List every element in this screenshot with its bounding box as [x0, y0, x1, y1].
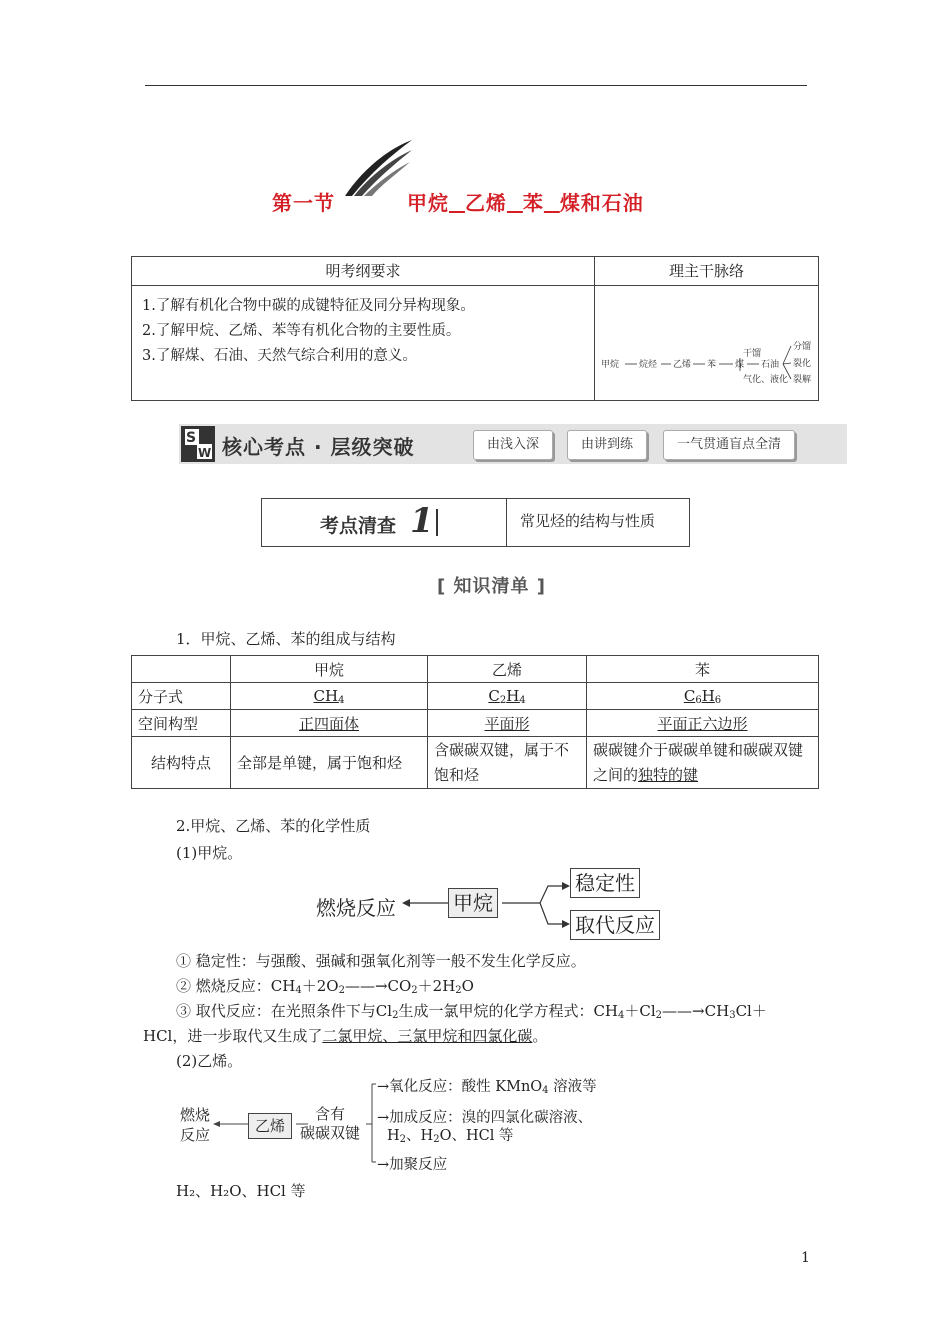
row-label-features: 结构特点 [132, 737, 231, 789]
shape-benzene: 平面正六边形 [657, 714, 748, 733]
diag-combustion: 燃烧反应 [316, 896, 396, 920]
svg-text:W: W [198, 446, 212, 460]
diag2-double-bond: 含有 碳碳双键 [300, 1105, 361, 1142]
requirement-1: 1.了解有机化合物中碳的成键特征及同分异构现象。 [142, 298, 475, 314]
feature-benzene: 碳碳键介于碳碳单键和碳碳双键之间的独特的键 [587, 737, 819, 789]
outline-table [131, 256, 819, 401]
methane-stability-text: ① 稳定性：与强酸、强碱和强氧化剂等一般不发生化学反应。 [176, 952, 586, 970]
header-rule [145, 85, 807, 86]
row-label-shape: 空间构型 [132, 710, 231, 737]
diag2-ethylene: 乙烯 [248, 1113, 292, 1139]
requirement-3: 3.了解煤、石油、天然气综合利用的意义。 [142, 348, 417, 364]
methane-subheading: (1)甲烷。 [176, 844, 243, 862]
map-node: 苯 [707, 360, 717, 370]
methane-substitution-cont: HCl，进一步取代又生成了二氯甲烷、三氯甲烷和四氯化碳。 [143, 1027, 548, 1045]
map-node: 气化、液化 [743, 375, 789, 385]
formula-methane: $CH_4$ [313, 686, 345, 706]
feature-methane: 全部是单键，属于饱和烃 [231, 737, 428, 789]
requirements-cell [132, 286, 595, 401]
section1-heading: 1．甲烷、乙烯、苯的组成与结构 [176, 630, 396, 648]
structure-table [131, 655, 819, 789]
page-title: 第一节 甲烷 乙烯 苯 煤和石油 [272, 191, 644, 215]
map-node: 干馏 [743, 349, 762, 359]
kaodian-topic: 常见烃的结构与性质 [520, 512, 656, 530]
col-ethylene: 乙烯 [428, 656, 587, 683]
diag2-oxidation: →氧化反应：酸性 KMnO$_4$ 溶液等 [377, 1079, 597, 1096]
btn-shallow-to-deep[interactable]: 由浅入深 [473, 430, 553, 460]
map-node: 分馏 [793, 342, 812, 352]
diag-methane: 甲烷 [448, 888, 498, 918]
btn-clear-blindspots[interactable]: 一气贯通盲点全清 [663, 430, 795, 460]
formula-benzene: $C_6H_6$ [683, 686, 722, 706]
btn-lecture-to-practice[interactable]: 由讲到练 [567, 430, 647, 460]
diag-substitution: 取代反应 [570, 910, 660, 940]
kaodian-label: 考点清查 [320, 515, 397, 537]
diag2-addition: →加成反应：溴的四氯化碳溶液、 [377, 1110, 593, 1126]
banner-title: 核心考点 · 层级突破 [222, 435, 415, 459]
knowledge-list-heading: [ 知识清单 ] [437, 576, 546, 597]
col-benzene: 苯 [587, 656, 819, 683]
feature-ethylene: 含碳碳双键，属于不饱和烃 [428, 737, 587, 789]
map-node: 裂解 [793, 375, 812, 385]
requirement-2: 2.了解甲烷、乙烯、苯等有机化合物的主要性质。 [142, 323, 461, 339]
kaodian-number: 1 [410, 501, 434, 541]
map-node: 乙烯 [673, 360, 692, 370]
map-node: 石油 [761, 360, 780, 370]
shape-methane: 正四面体 [298, 714, 359, 733]
kaodian-box [261, 498, 690, 547]
map-node: 裂化 [793, 359, 812, 369]
shape-ethylene: 平面形 [484, 714, 530, 733]
ethylene-reagents-line: H₂、H₂O、HCl 等 [176, 1182, 306, 1200]
formula-ethylene: $C_2H_4$ [488, 686, 526, 706]
col-methane: 甲烷 [231, 656, 428, 683]
sw-logo-icon [181, 426, 215, 462]
map-node: 甲烷 [601, 360, 620, 370]
header-requirements: 明考纲要求 [132, 257, 595, 286]
row-label-formula: 分子式 [132, 683, 231, 710]
section2-heading: 2.甲烷、乙烯、苯的化学性质 [176, 817, 371, 835]
outline-map-diagram [595, 286, 821, 394]
diag2-addition-reagents: $H_2$、$H_2O$、HCl 等 [387, 1128, 514, 1145]
diag2-polymerization: →加聚反应 [377, 1157, 448, 1173]
map-node: 煤 [735, 360, 745, 370]
svg-text:S: S [186, 430, 197, 446]
methane-substitution-text: ③ 取代反应：在光照条件下与$Cl_2$生成一氯甲烷的化学方程式：$CH_4+Cl_2——\to CH_3Cl+$ [176, 1002, 767, 1021]
page-number: 1 [801, 1250, 810, 1266]
diag2-combustion: 燃烧 反应 [180, 1106, 211, 1144]
outline-map [595, 286, 819, 401]
ethylene-subheading: (2)乙烯。 [176, 1052, 243, 1070]
map-node: 烷烃 [639, 360, 658, 370]
methane-combustion-text: ② 燃烧反应：$CH_4+2O_2——\to CO_2+2H_2O$ [176, 977, 474, 996]
diag-stability: 稳定性 [570, 868, 640, 898]
header-outline: 理主干脉络 [595, 257, 819, 286]
